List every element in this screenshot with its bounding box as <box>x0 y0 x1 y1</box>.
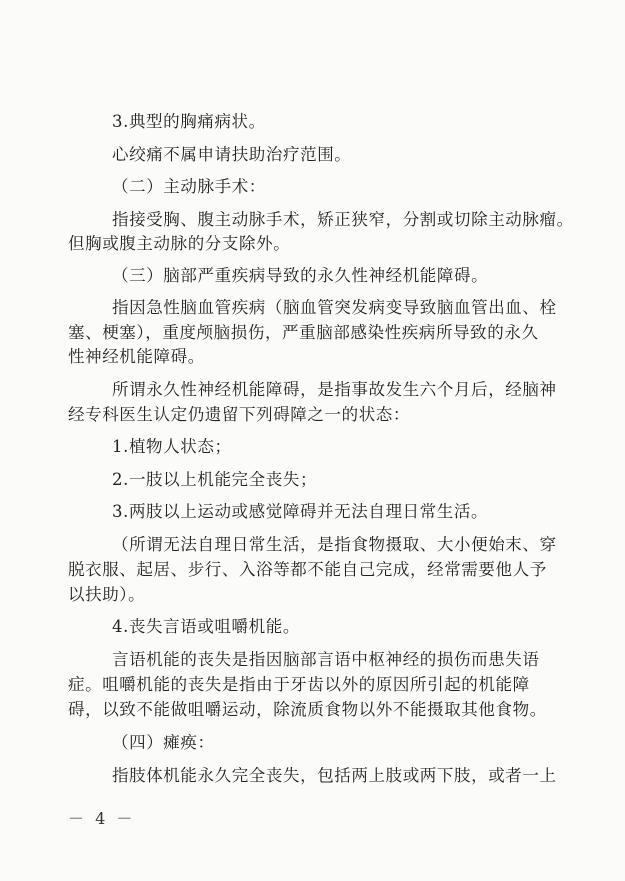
text-line-5: 但胸或腹主动脉的分支除外。 <box>68 234 291 253</box>
section-heading-2: （二）主动脉手术： <box>112 177 266 196</box>
text-line-21: 碍，以致不能做咀嚼运动，除流质食物以外不能摄取其他食物。 <box>68 700 547 719</box>
text-line-19: 言语机能的丧失是指因脑部言语中枢神经的损伤而患失语 <box>112 650 540 669</box>
list-item-2: 2.一肢以上机能完全丧失； <box>112 470 318 489</box>
text-line-10: 所谓永久性神经机能障碍，是指事故发生六个月后，经脑神 <box>112 380 557 399</box>
list-item-1: 1.植物人状态； <box>112 437 232 456</box>
text-line-2: 心绞痛不属申请扶助治疗范围。 <box>112 145 352 164</box>
section-heading-3: （三）脑部严重疾病导致的永久性神经机能障碍。 <box>112 266 489 285</box>
text-line-9: 性神经机能障碍。 <box>68 347 205 366</box>
text-line-17: 以扶助）。 <box>68 585 146 604</box>
page-number: － 4 － <box>68 809 136 828</box>
text-line-4: 指接受胸、腹主动脉手术，矫正狭窄，分割或切除主动脉瘤。 <box>112 210 574 229</box>
text-line-7: 指因急性脑血管疾病（脑血管突发病变导致脑血管出血、栓 <box>112 298 557 317</box>
text-line-16: 脱衣服、起居、步行、入浴等都不能自己完成，经常需要他人予 <box>68 560 547 579</box>
list-item-3: 3.两肢以上运动或感觉障碍并无法自理日常生活。 <box>112 502 489 521</box>
list-item-4: 4.丧失言语或咀嚼机能。 <box>112 617 300 636</box>
section-heading-4: （四）瘫痪： <box>112 733 215 752</box>
text-line-8: 塞、梗塞），重度颅脑损伤，严重脑部感染性疾病所导致的永久 <box>68 323 539 342</box>
text-line-23: 指肢体机能永久完全丧失，包括两上肢或两下肢，或者一上 <box>112 766 557 785</box>
text-line-11: 经专科医生认定仍遗留下列碍障之一的状态： <box>68 405 410 424</box>
text-line-1: 3.典型的胸痛病状。 <box>112 112 266 131</box>
text-line-15: （所谓无法自理日常生活，是指食物摄取、大小便始末、穿 <box>112 535 557 554</box>
text-line-20: 症。咀嚼机能的丧失是指由于牙齿以外的原因所引起的机能障 <box>68 675 530 694</box>
